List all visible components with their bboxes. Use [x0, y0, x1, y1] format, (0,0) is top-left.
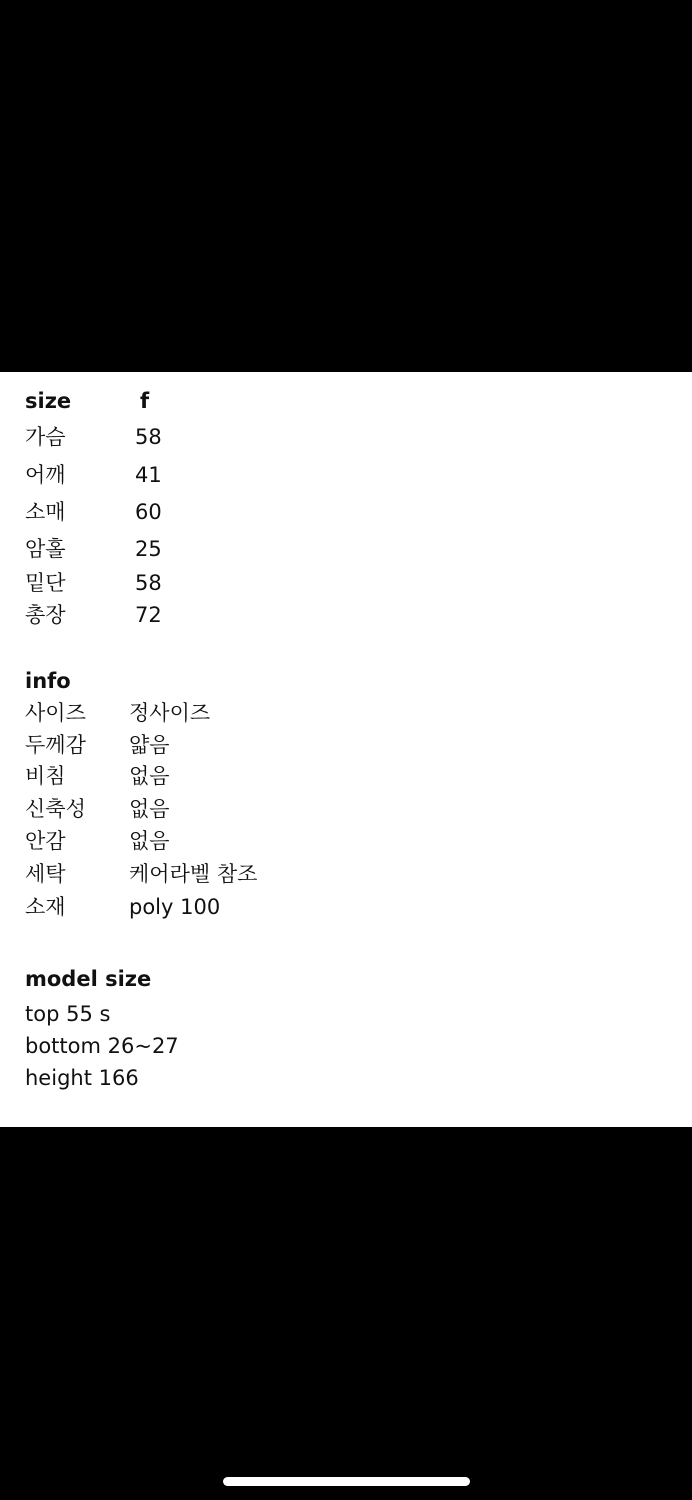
size-row-label: 밑단	[25, 571, 66, 595]
bottom-letterbox	[0, 1127, 692, 1500]
info-row-value: 얇음	[129, 733, 170, 757]
size-row-value: 58	[135, 571, 162, 595]
model-size-line: bottom 26~27	[25, 1034, 179, 1058]
info-row-label: 신축성	[25, 797, 86, 821]
info-row-value: 없음	[129, 764, 170, 788]
info-row-label: 비침	[25, 764, 66, 788]
info-row-value: 없음	[129, 797, 170, 821]
info-row-label: 세탁	[25, 862, 66, 886]
size-header-label: size	[25, 389, 72, 413]
info-row-value: 정사이즈	[129, 701, 211, 725]
size-row-value: 41	[135, 463, 162, 487]
model-size-line: top 55 s	[25, 1002, 111, 1026]
info-row-value: poly 100	[129, 895, 221, 919]
info-row-label: 두께감	[25, 733, 86, 757]
size-row-label: 소매	[25, 500, 66, 524]
size-header-value: f	[140, 389, 150, 413]
info-row-label: 안감	[25, 829, 66, 853]
info-title: info	[25, 669, 71, 693]
top-letterbox	[0, 0, 692, 372]
model-size-title: model size	[25, 967, 152, 991]
info-row-label: 사이즈	[25, 701, 86, 725]
product-info-sheet	[0, 372, 692, 1127]
size-row-label: 가슴	[25, 425, 66, 449]
size-row-value: 58	[135, 425, 162, 449]
size-row-label: 총장	[25, 603, 66, 627]
home-indicator-bar[interactable]	[223, 1477, 470, 1486]
model-size-line: height 166	[25, 1066, 139, 1090]
info-row-value: 케어라벨 참조	[129, 862, 258, 886]
info-row-label: 소재	[25, 895, 66, 919]
size-row-label: 암홀	[25, 537, 66, 561]
size-row-value: 25	[135, 537, 162, 561]
info-row-value: 없음	[129, 829, 170, 853]
size-row-label: 어깨	[25, 463, 66, 487]
size-row-value: 72	[135, 603, 162, 627]
size-row-value: 60	[135, 500, 162, 524]
